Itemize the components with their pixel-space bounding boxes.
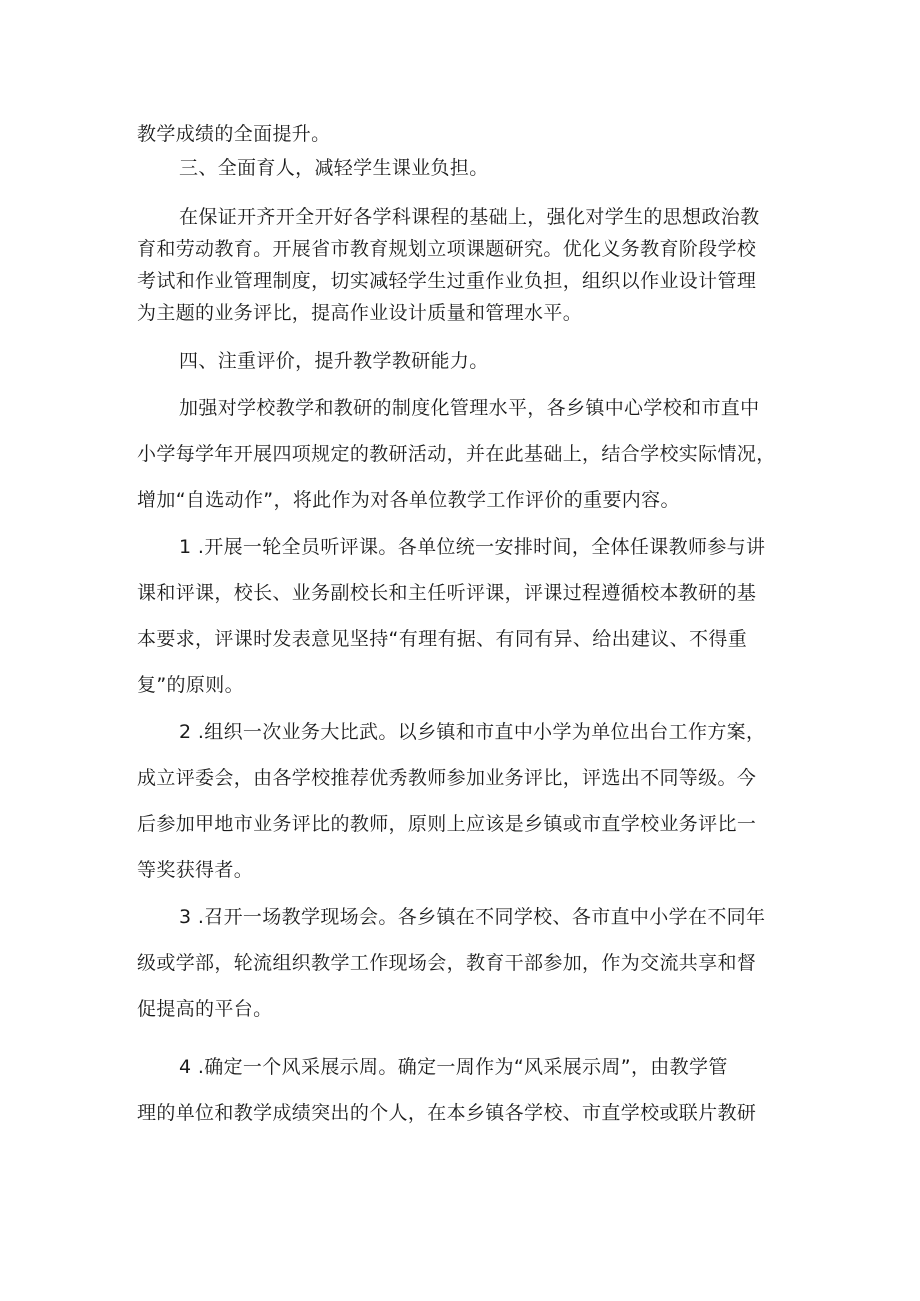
text-line: 促提高的平台。 [137,998,273,1020]
text-line: 级或学部，轮流组织教学工作现场会，教育干部参加，作为交流共享和督 [137,952,757,974]
list-item-4: 4 .确定一个风采展示周。确定一周作为“风采展示周”，由教学管 [179,1056,728,1078]
text-line: 等奖获得者。 [137,859,254,881]
text-line: 育和劳动教育。开展省市教育规划立项课题研究。优化义务教育阶段学校 [137,238,757,260]
text-line: 复”的原则。 [137,674,244,696]
list-item-2: 2 .组织一次业务大比武。以乡镇和市直中小学为单位出台工作方案， [179,721,766,743]
section-heading-4: 四、注重评价，提升教学教研能力。 [179,350,489,372]
text-line: 为主题的业务评比，提高作业设计质量和管理水平。 [137,302,583,324]
text-line: 后参加甲地市业务评比的教师，原则上应该是乡镇或市直学校业务评比一 [137,813,757,835]
list-item-3: 3 .召开一场教学现场会。各乡镇在不同学校、各市直中小学在不同年 [179,906,766,928]
list-item-1: 1 .开展一轮全员听评课。各单位统一安排时间，全体任课教师参与讲 [179,536,766,558]
text-line: 考试和作业管理制度，切实减轻学生过重作业负担，组织以作业设计管理 [137,270,757,292]
text-line-continuation: 教学成绩的全面提升。 [137,123,331,145]
text-line: 加强对学校教学和教研的制度化管理水平，各乡镇中心学校和市直中 [179,397,760,419]
text-line: 成立评委会，由各学校推荐优秀教师参加业务评比，评选出不同等级。今 [137,767,757,789]
section-heading-3: 三、全面育人，减轻学生课业负担。 [179,157,489,179]
text-line: 增加“自选动作”，将此作为对各单位教学工作评价的重要内容。 [137,489,680,511]
text-line: 本要求，评课时发表意见坚持“有理有据、有同有异、给出建议、不得重 [137,628,748,650]
text-line: 理的单位和教学成绩突出的个人，在本乡镇各学校、市直学校或联片教研 [137,1102,757,1124]
text-line: 在保证开齐开全开好各学科课程的基础上，强化对学生的思想政治教 [179,206,760,228]
text-line: 小学每学年开展四项规定的教研活动，并在此基础上，结合学校实际情况， [137,443,776,465]
text-line: 课和评课，校长、业务副校长和主任听评课，评课过程遵循校本教研的基 [137,582,757,604]
